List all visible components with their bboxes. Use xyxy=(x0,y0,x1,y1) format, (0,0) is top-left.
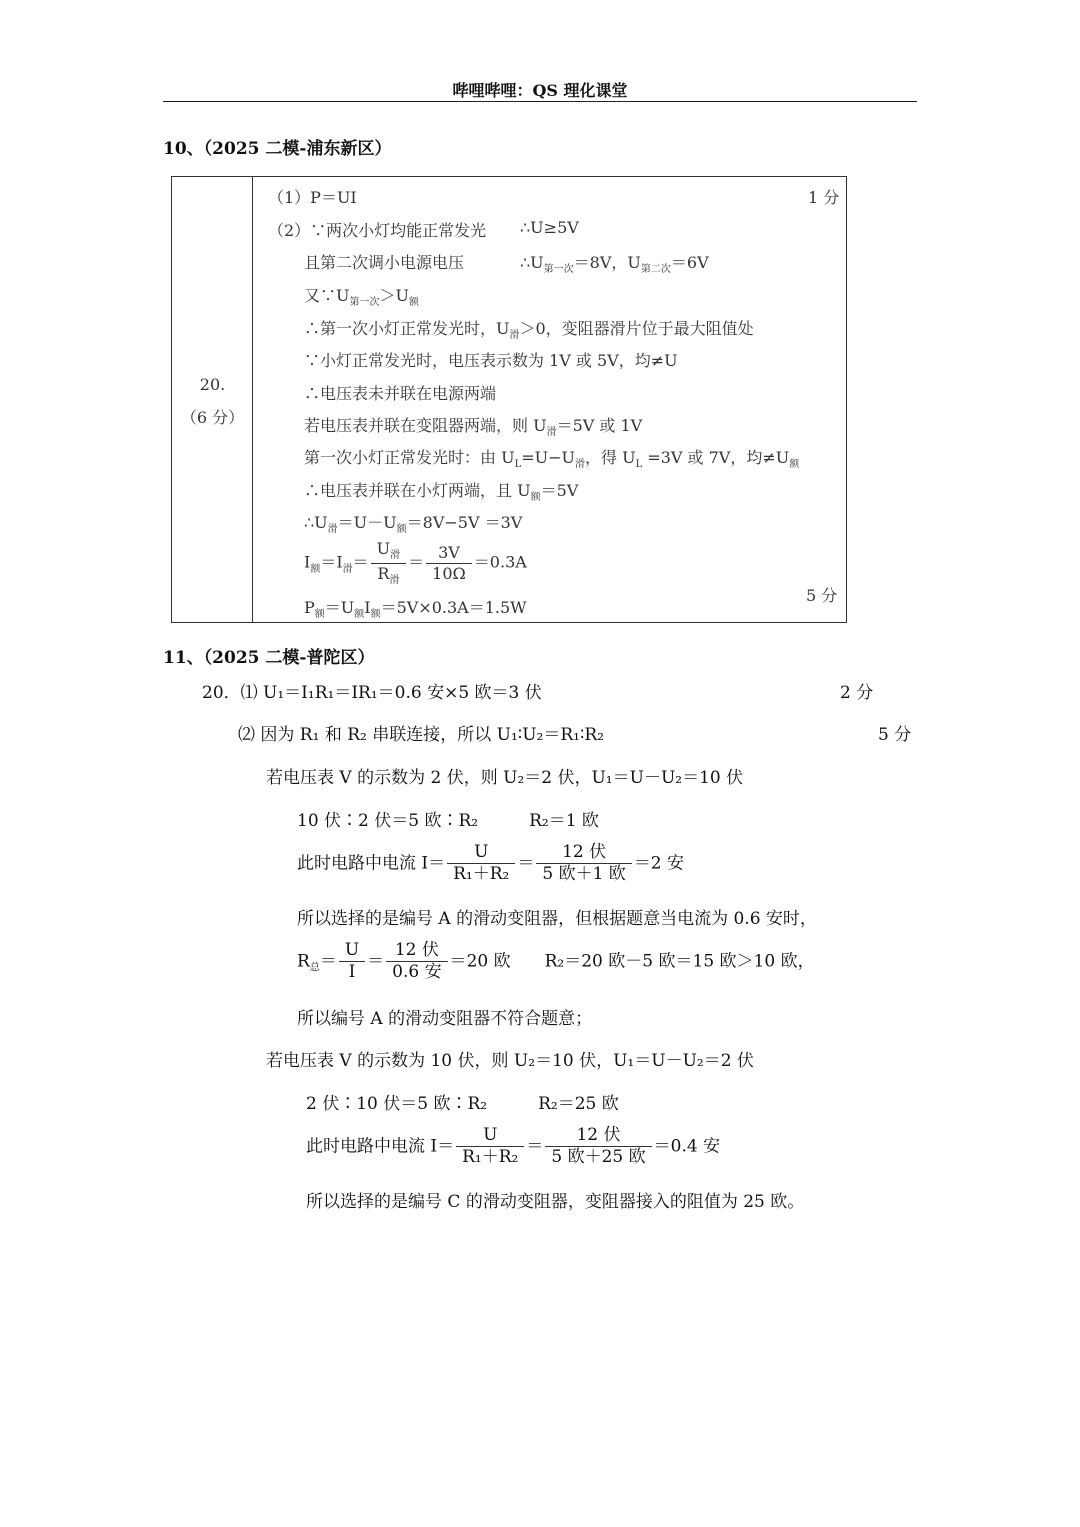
q11-line-12: 所以选择的是编号 C 的滑动变阻器，变阻器接入的阻值为 25 欧。 xyxy=(306,1192,805,1212)
q11-line-7-formula: $R_总=$ $\frac{U}{I}$ ＝ $\frac{\text{12 伏}}{\text{0.6 安}}$ ＝20 欧 R₂＝20 欧－5 欧＝15 欧＞10 欧， xyxy=(297,940,815,983)
q11-line-5-formula: 此时电路中电流 I＝ $\frac{U}{\text{R₁＋R₂}}$ ＝ $\frac{\text{12 伏}}{\text{5 欧＋1 欧}}$ ＝2 安 xyxy=(297,842,685,885)
page-header: 哔哩哔哩：QS 理化课堂 xyxy=(452,81,628,100)
answer-table-q10 xyxy=(171,176,847,623)
fraction-u-over-i: $\frac{U}{I}$ xyxy=(339,940,365,984)
q11-line-9: 若电压表 V 的示数为 10 伏，则 U₂＝10 伏，U₁＝U－U₂＝2 伏 xyxy=(266,1051,754,1071)
score-1: 1 分 xyxy=(808,188,840,207)
answer-line-5: ∴第一次小灯正常发光时，$U_滑>0$，变阻器滑片位于最大阻值处 xyxy=(304,319,754,342)
q11-score-2: 5 分 xyxy=(878,725,912,745)
section-title-q11: 11、（2025 二模-普陀区） xyxy=(163,648,375,668)
q11-line-3: 若电压表 V 的示数为 2 伏，则 U₂＝2 伏，U₁＝U－U₂＝10 伏 xyxy=(266,768,744,788)
answer-line-2a: （2）∵两次小灯均能正常发光 xyxy=(268,221,487,240)
fraction-u-over-r-sum-2: $\frac{U}{\text{R₁＋R₂}}$ xyxy=(456,1125,524,1169)
fraction-u-over-r-sum: $\frac{U}{\text{R₁＋R₂}}$ xyxy=(447,842,515,886)
q11-line-6: 所以选择的是编号 A 的滑动变阻器，但根据题意当电流为 0.6 安时， xyxy=(297,909,817,929)
answer-line-11: $\therefore U_滑=U-U_额=8V-5V =3V$ xyxy=(304,513,523,536)
fraction-12-over-30: $\frac{\text{12 伏}}{\text{5 欧＋25 欧}}$ xyxy=(545,1125,651,1169)
q11-line-4: 10 伏∶2 伏＝5 欧∶R₂ R₂＝1 欧 xyxy=(297,811,599,831)
answer-line-4: 又$\because U_{第一次}>U_额$ xyxy=(304,286,419,309)
question-points: （6 分） xyxy=(180,408,245,427)
answer-line-6: ∵小灯正常发光时，电压表示数为 1V 或 5V，均≠U xyxy=(304,351,678,370)
q11-line-8: 所以编号 A 的滑动变阻器不符合题意； xyxy=(297,1009,593,1029)
fraction-12-over-6: $\frac{\text{12 伏}}{\text{5 欧＋1 欧}}$ xyxy=(536,842,631,886)
answer-line-8: 若电压表并联在变阻器两端，则 $U_滑=5V$ 或 1V xyxy=(304,416,643,439)
q11-line-11-formula: 此时电路中电流 I＝ $\frac{U}{\text{R₁＋R₂}}$ ＝ $\frac{\text{12 伏}}{\text{5 欧＋25 欧}}$ ＝0.4 安 xyxy=(306,1125,721,1168)
fraction-u-over-r: $\frac{U_滑}{R_滑}$ xyxy=(371,539,406,587)
header-divider xyxy=(163,101,917,102)
answer-line-3a: 且第二次调小电源电压 xyxy=(304,253,465,272)
fraction-3v-over-10ohm: $\frac{3V}{10\Omega}$ xyxy=(426,543,472,584)
answer-line-9: 第一次小灯正常发光时：由 $U_L=U-U_滑$，得 $U_L =3V$ 或 7V，均$\ne U_额$ xyxy=(304,448,800,471)
question-number: 20. xyxy=(199,375,226,394)
answer-line-1: （1）P＝UI xyxy=(268,188,357,207)
answer-line-13: $P_额=U_额I_额=5V\times 0.3A=1.5W$ xyxy=(304,598,527,621)
answer-line-10: ∴电压表并联在小灯两端，且 $U_额=5V$ xyxy=(304,481,579,504)
score-2: 5 分 xyxy=(806,586,838,605)
answer-line-2b: ∴U≥5V xyxy=(520,218,579,237)
q11-line-1: 20．⑴ U₁＝I₁R₁＝IR₁＝0.6 安×5 欧＝3 伏 xyxy=(202,683,542,703)
answer-line-3b: $\therefore U_{第一次}=8V$，$U_{第二次}=6V$ xyxy=(520,253,709,276)
fraction-12-over-0-6: $\frac{\text{12 伏}}{\text{0.6 安}}$ xyxy=(386,940,447,984)
q11-score-1: 2 分 xyxy=(840,683,874,703)
q11-line-2: ⑵ 因为 R₁ 和 R₂ 串联连接，所以 U₁∶U₂＝R₁∶R₂ xyxy=(238,725,605,745)
section-title-q10: 10、（2025 二模-浦东新区） xyxy=(163,139,392,159)
answer-line-12-formula: $I_额=I_滑=$ $\frac{U_滑}{R_滑}$ ＝ $\frac{3V}{10\Omega}$ ＝0.3A xyxy=(304,539,527,586)
answer-line-7: ∴电压表未并联在电源两端 xyxy=(304,384,497,403)
question-number-cell xyxy=(172,177,253,622)
q11-line-10: 2 伏∶10 伏＝5 欧∶R₂ R₂＝25 欧 xyxy=(306,1094,619,1114)
